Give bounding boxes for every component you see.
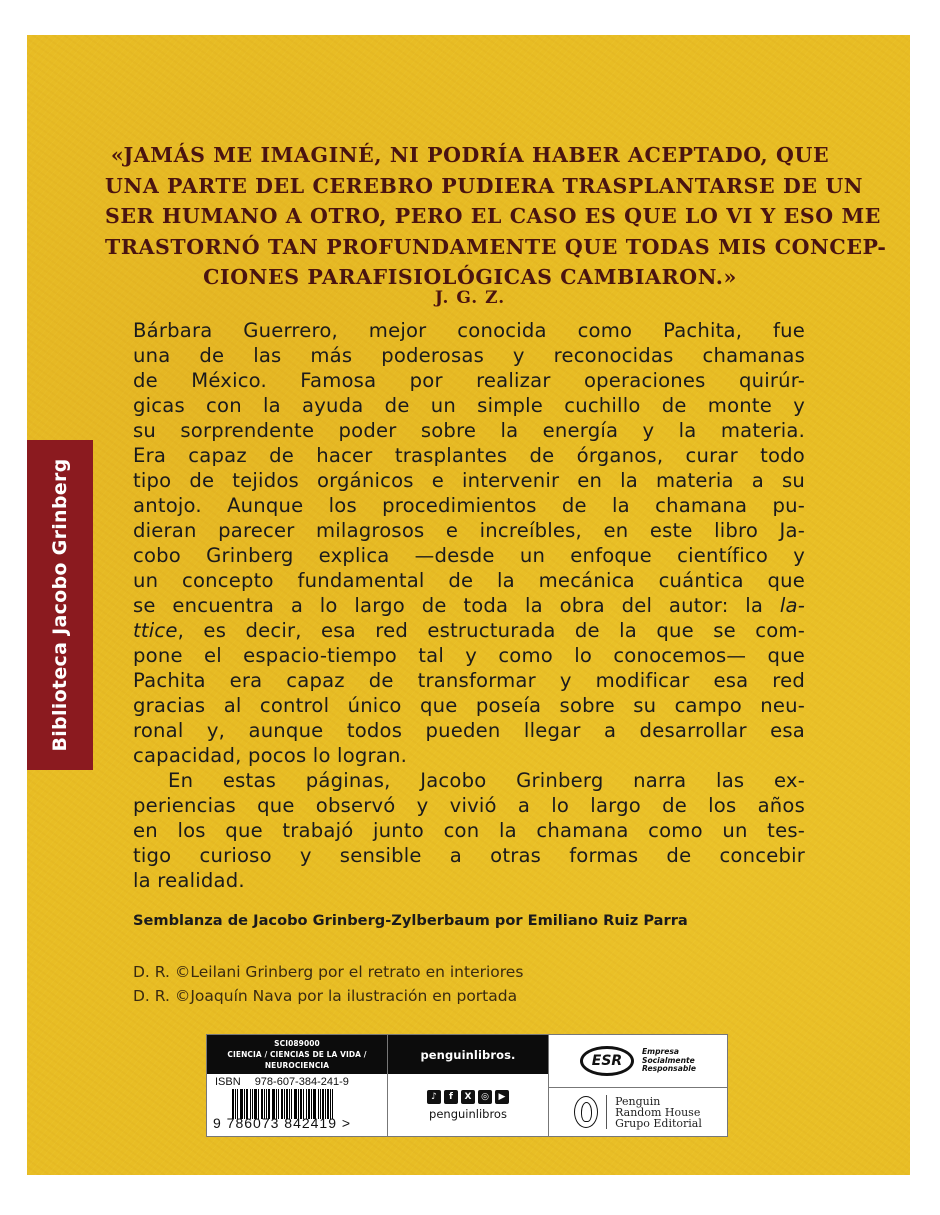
publisher-name-line: Penguin <box>615 1094 661 1108</box>
rights-line: D. R. ©Leilani Grinberg por el retrato en interiores <box>133 963 524 981</box>
synopsis-line: tipo de tejidos orgánicos e intervenir en la materia a su <box>133 469 805 492</box>
collection-tab <box>27 440 93 770</box>
bisac-code: SCI089000 <box>274 1038 320 1048</box>
synopsis-line <box>133 618 805 643</box>
synopsis-line: la realidad. <box>133 869 245 892</box>
synopsis-text: se encuentra a lo largo de toda la obra del autor: la <box>133 594 780 617</box>
esr-text-line: Socialmente <box>641 1055 695 1065</box>
publisher-name-line: Grupo Editorial <box>615 1116 702 1130</box>
synopsis-line: su sorprendente poder sobre la energía y la materia. <box>133 419 805 442</box>
tiktok-icon: ♪ <box>427 1090 441 1104</box>
barcode <box>207 1089 387 1131</box>
synopsis-line: de México. Famosa por realizar operaciones quirúr- <box>133 369 805 392</box>
italic-term: ttice <box>133 619 178 642</box>
social-column <box>388 1035 549 1136</box>
bisac-category: CIENCIA / CIENCIAS DE LA VIDA / <box>227 1049 367 1059</box>
quote-attribution: J. G. Z. <box>434 288 506 308</box>
synopsis-line: periencias que observó y vivió a lo largo de los años <box>133 794 805 817</box>
publisher-name-line: Random House <box>615 1105 701 1119</box>
synopsis-line: Bárbara Guerrero, mejor conocida como Pachita, fue <box>133 319 805 342</box>
image-rights <box>133 960 523 1008</box>
publisher-info-box <box>206 1034 728 1137</box>
collection-label: Biblioteca Jacobo Grinberg <box>49 458 71 752</box>
barcode-digits: 9 786073 842419 > <box>213 1115 352 1131</box>
youtube-icon: ▶ <box>495 1090 509 1104</box>
facebook-icon: f <box>444 1090 458 1104</box>
synopsis <box>133 318 805 893</box>
penguin-logo-icon <box>574 1096 598 1128</box>
quote-line: SER HUMANO A OTRO, PERO EL CASO ES QUE LO VI Y ESO ME <box>105 204 881 228</box>
synopsis-line <box>133 593 805 618</box>
synopsis-text: , es decir, esa red estructurada de la que se com- <box>177 619 805 642</box>
logo-divider <box>606 1095 607 1129</box>
synopsis-line: antojo. Aunque los procedimientos de la chamana pu- <box>133 494 805 517</box>
quote-line: «JAMÁS ME IMAGINÉ, NI PODRÍA HABER ACEPTADO, QUE <box>110 143 830 167</box>
synopsis-line: capacidad, pocos lo logran. <box>133 744 408 767</box>
bisac-subcategory: NEUROCIENCIA <box>264 1060 330 1070</box>
bisac-band <box>207 1035 387 1074</box>
synopsis-line: cobo Grinberg explica —desde un enfoque científico y <box>133 544 805 567</box>
synopsis-line: pone el espacio-tiempo tal y como lo conocemos— que <box>133 644 805 667</box>
isbn-value: 978-607-384-241-9 <box>254 1076 349 1088</box>
synopsis-line: Era capaz de hacer trasplantes de órganos, curar todo <box>133 444 805 467</box>
esr-badge <box>549 1035 727 1088</box>
isbn-column <box>207 1035 388 1136</box>
isbn-row <box>207 1074 387 1088</box>
epigraph-quote <box>105 140 887 293</box>
esr-logo-icon: ESR <box>580 1046 634 1076</box>
italic-term: la- <box>779 594 805 617</box>
quote-line: CIONES PARAFISIOLÓGICAS CAMBIARON.» <box>203 265 737 289</box>
synopsis-line: En estas páginas, Jacobo Grinberg narra las ex- <box>168 769 805 792</box>
synopsis-line: dieran parecer milagrosos e increíbles, en este libro Ja- <box>133 519 805 542</box>
esr-text-line: Empresa <box>641 1047 680 1057</box>
synopsis-line: un concepto fundamental de la mecánica cuántica que <box>133 569 805 592</box>
x-icon: X <box>461 1090 475 1104</box>
synopsis-line: en los que trabajó junto con la chamana como un tes- <box>133 819 805 842</box>
social-handle: penguinlibros <box>429 1106 507 1121</box>
publisher-logo <box>549 1088 727 1136</box>
synopsis-line: una de las más poderosas y reconocidas chamanas <box>133 344 805 367</box>
synopsis-line: tigo curioso y sensible a otras formas de concebir <box>133 844 805 867</box>
synopsis-line: Pachita era capaz de transformar y modificar esa red <box>133 669 805 692</box>
isbn-label: ISBN <box>215 1076 241 1088</box>
synopsis-line: gicas con la ayuda de un simple cuchillo de monte y <box>133 394 805 417</box>
synopsis-line: gracias al control único que poseía sobre su campo neu- <box>133 694 805 717</box>
synopsis-line: ronal y, aunque todos pueden llegar a desarrollar esa <box>133 719 805 742</box>
quote-line: UNA PARTE DEL CEREBRO PUDIERA TRASPLANTARSE DE UN <box>105 173 864 198</box>
social-links <box>388 1074 548 1136</box>
website-label: penguinlibros. <box>388 1035 548 1074</box>
rights-line: D. R. ©Joaquín Nava por la ilustración en portada <box>133 987 518 1005</box>
esr-text-line: Responsable <box>641 1064 697 1074</box>
quote-line: TRASTORNÓ TAN PROFUNDAMENTE QUE TODAS MIS CONCEP- <box>105 234 887 259</box>
publisher-column <box>549 1035 727 1136</box>
instagram-icon: ◎ <box>478 1090 492 1104</box>
biography-credit: Semblanza de Jacobo Grinberg-Zylberbaum por Emiliano Ruiz Parra <box>133 912 688 929</box>
